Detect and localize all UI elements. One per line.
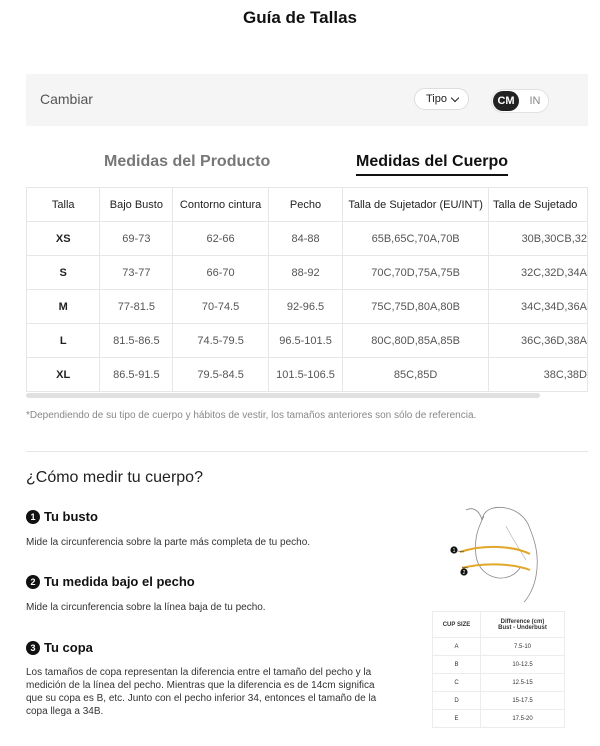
step-underbust-desc: Mide la circunferencia sobre la línea baja de tu pecho. bbox=[26, 602, 266, 613]
cup-size-table bbox=[432, 611, 565, 728]
table-cell: S bbox=[27, 256, 100, 290]
size-table-container[interactable] bbox=[26, 187, 588, 400]
table-cell: 65B,65C,70A,70B bbox=[343, 222, 489, 256]
tab-product-measurements[interactable]: Medidas del Producto bbox=[104, 153, 271, 170]
header-contorno-cintura: Contorno cintura bbox=[173, 188, 269, 222]
chevron-down-icon bbox=[451, 93, 459, 101]
table-cell: C bbox=[433, 674, 481, 692]
table-cell: 12.5-15 bbox=[481, 674, 565, 692]
tab-body-measurements[interactable]: Medidas del Cuerpo bbox=[356, 153, 508, 176]
table-row bbox=[433, 710, 565, 728]
table-cell: A bbox=[433, 638, 481, 656]
cup-header-difference-line1: Difference (cm) bbox=[500, 618, 545, 625]
table-cell: 101.5-106.5 bbox=[268, 358, 342, 392]
marker-2-label: 2 bbox=[462, 570, 466, 576]
step-underbust-title bbox=[26, 574, 195, 589]
step-title-text: Tu busto bbox=[44, 509, 98, 524]
header-talla: Talla bbox=[27, 188, 100, 222]
table-cell: 17.5-20 bbox=[481, 710, 565, 728]
table-cell: 69-73 bbox=[100, 222, 173, 256]
table-cell: 75C,75D,80A,80B bbox=[343, 290, 489, 324]
page-title: Guía de Tallas bbox=[242, 8, 357, 27]
table-cell: 70C,70D,75A,75B bbox=[343, 256, 489, 290]
table-cell: 85C,85D bbox=[343, 358, 489, 392]
table-row bbox=[27, 324, 588, 358]
table-cell: B bbox=[433, 656, 481, 674]
table-row bbox=[433, 674, 565, 692]
table-cell: 79.5-84.5 bbox=[173, 358, 269, 392]
step-number-1-icon: 1 bbox=[26, 510, 40, 524]
table-row bbox=[27, 256, 588, 290]
reference-note: *Dependiendo de su tipo de cuerpo y hábitos de vestir, los tamaños anteriores son sólo de referencia. bbox=[26, 410, 477, 421]
table-row bbox=[433, 692, 565, 710]
table-row bbox=[433, 656, 565, 674]
switch-label: Cambiar bbox=[40, 91, 93, 107]
table-cell: 10-12.5 bbox=[481, 656, 565, 674]
table-cell: 34C,34D,36A bbox=[489, 290, 588, 324]
table-cell: 74.5-79.5 bbox=[173, 324, 269, 358]
unit-in-button[interactable]: IN bbox=[529, 95, 541, 107]
table-cell: 32C,32D,34A bbox=[489, 256, 588, 290]
unit-toggle bbox=[491, 89, 549, 113]
header-talla-sujetador-eu: Talla de Sujetador (EU/INT) bbox=[343, 188, 489, 222]
table-cell: 66-70 bbox=[173, 256, 269, 290]
step-number-3-icon: 3 bbox=[26, 641, 40, 655]
step-cup-desc: Los tamaños de copa representan la diferencia entre el tamaño del pecho y la medición de la línea del pecho. Mientras que la diferencia es de 14cm significa que su copa es B, etc. Junto con el pecho inferior 34, entonces el tamaño de la copa llega a 34B. bbox=[26, 667, 377, 717]
table-cell: 62-66 bbox=[173, 222, 269, 256]
table-cell: 36C,36D,38A bbox=[489, 324, 588, 358]
table-cell: 88-92 bbox=[268, 256, 342, 290]
cup-size-table-container bbox=[432, 611, 564, 728]
table-cell: 7.5-10 bbox=[481, 638, 565, 656]
step-cup-title bbox=[26, 640, 93, 655]
table-cell: 81.5-86.5 bbox=[100, 324, 173, 358]
unit-switch-bar bbox=[26, 74, 588, 126]
table-cell: 70-74.5 bbox=[173, 290, 269, 324]
table-cell: 73-77 bbox=[100, 256, 173, 290]
table-cell: 80C,80D,85A,85B bbox=[343, 324, 489, 358]
header-bajo-busto: Bajo Busto bbox=[100, 188, 173, 222]
cup-table-header-row bbox=[433, 612, 565, 638]
table-row bbox=[27, 290, 588, 324]
table-cell: 96.5-101.5 bbox=[268, 324, 342, 358]
header-talla-sujetador-us: Talla de Sujetado bbox=[489, 188, 588, 222]
how-to-measure-title: ¿Cómo medir tu cuerpo? bbox=[26, 469, 203, 486]
table-cell: 38C,38D bbox=[489, 358, 588, 392]
table-cell: XL bbox=[27, 358, 100, 392]
cup-header-size: CUP SIZE bbox=[433, 612, 481, 638]
table-row bbox=[433, 638, 565, 656]
step-bust-desc: Mide la circunferencia sobre la parte más completa de tu pecho. bbox=[26, 537, 311, 548]
table-cell: L bbox=[27, 324, 100, 358]
table-row bbox=[27, 222, 588, 256]
table-cell: E bbox=[433, 710, 481, 728]
marker-1-label: 1 bbox=[452, 548, 456, 554]
table-cell: 30B,30CB,32 bbox=[489, 222, 588, 256]
unit-cm-button[interactable]: CM bbox=[493, 91, 519, 111]
step-title-text: Tu medida bajo el pecho bbox=[44, 574, 195, 589]
table-cell: 86.5-91.5 bbox=[100, 358, 173, 392]
cup-header-difference-line2: Bust - Underbust bbox=[498, 624, 547, 631]
table-row bbox=[27, 358, 588, 392]
header-pecho: Pecho bbox=[268, 188, 342, 222]
type-select[interactable] bbox=[414, 88, 469, 110]
step-number-2-icon: 2 bbox=[26, 575, 40, 589]
step-bust-title bbox=[26, 509, 98, 524]
size-table-header-row bbox=[27, 188, 588, 222]
table-cell: 92-96.5 bbox=[268, 290, 342, 324]
step-title-text: Tu copa bbox=[44, 640, 93, 655]
table-cell: 84-88 bbox=[268, 222, 342, 256]
cup-header-difference bbox=[481, 612, 565, 638]
table-cell: XS bbox=[27, 222, 100, 256]
divider bbox=[26, 451, 588, 452]
body-measurement-illustration bbox=[444, 498, 556, 604]
horizontal-scrollbar[interactable] bbox=[26, 393, 540, 398]
table-cell: M bbox=[27, 290, 100, 324]
table-cell: D bbox=[433, 692, 481, 710]
size-table bbox=[26, 187, 588, 392]
table-cell: 77-81.5 bbox=[100, 290, 173, 324]
type-select-label: Tipo bbox=[426, 93, 447, 105]
table-cell: 15-17.5 bbox=[481, 692, 565, 710]
